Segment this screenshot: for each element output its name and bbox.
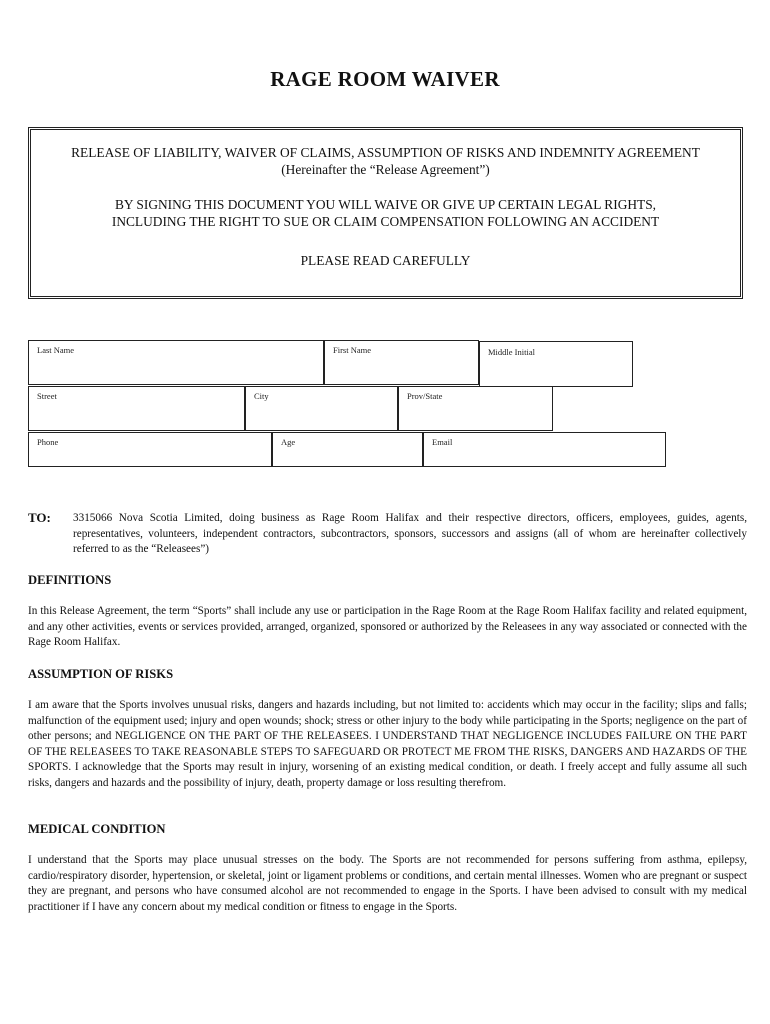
- notice-line-1b: (Hereinafter the “Release Agreement”): [281, 162, 490, 177]
- age-field[interactable]: [272, 432, 423, 467]
- city-field[interactable]: [245, 386, 398, 431]
- notice-box: [28, 127, 743, 299]
- notice-release-heading: [31, 144, 740, 178]
- notice-line-1: RELEASE OF LIABILITY, WAIVER OF CLAIMS, ASSUMPTION OF RISKS AND INDEMNITY AGREEMENT: [71, 145, 700, 160]
- first-name-field[interactable]: [324, 340, 479, 385]
- age-label: Age: [281, 437, 296, 447]
- notice-line-2b: INCLUDING THE RIGHT TO SUE OR CLAIM COMPENSATION FOLLOWING AN ACCIDENT: [111, 214, 660, 229]
- prov-state-field[interactable]: [398, 386, 553, 431]
- email-label: Email: [432, 437, 453, 447]
- middle-initial-field[interactable]: [479, 341, 633, 387]
- assumption-text: I am aware that the Sports involves unusual risks, dangers and hazards including, but not limited to: accidents which may occur in the facility; slips and falls; malfunction of the equipment used; injury and open wounds; shock; stress or other injury to the body while participating in the Sports; negligence on the part of other persons; and NEGLIGENCE ON THE PART OF THE RELEASEES. I UNDERSTAND THAT NEGLIGENCE INCLUDES FAILURE ON THE PART OF THE RELEASEES TO TAKE REASONABLE STEPS TO SAFEGUARD OR PROTECT ME FROM THE RISKS, DANGERS AND HAZARDS OF THE SPORTS. I acknowledge that the Sports may result in injury, worsening of an existing medical condition, or death. I freely accept and fully assume all such risks, dangers and hazards and the possibility of injury, death, property damage or loss resulting therefrom.: [28, 699, 747, 789]
- last-name-field[interactable]: [28, 340, 324, 385]
- phone-label: Phone: [37, 437, 59, 447]
- notice-line-2: BY SIGNING THIS DOCUMENT YOU WILL WAIVE OR GIVE UP CERTAIN LEGAL RIGHTS,: [114, 197, 657, 212]
- phone-field[interactable]: [28, 432, 272, 467]
- definitions-heading: DEFINITIONS: [28, 573, 112, 587]
- to-label: TO:: [28, 510, 51, 525]
- notice-warning: [31, 196, 740, 230]
- middle-initial-label: Middle Initial: [488, 347, 535, 357]
- definitions-text: In this Release Agreement, the term “Sports” shall include any use or participation in the Rage Room at the Rage Room Halifax facility and related equipment, and any other activities, events or services provided, arranged, organized, sponsored or authorized by the Releasees in any way associated or connected with the Rage Room Halifax.: [28, 605, 747, 648]
- prov-state-label: Prov/State: [407, 391, 443, 401]
- street-field[interactable]: [28, 386, 245, 431]
- medical-heading: MEDICAL CONDITION: [28, 822, 166, 836]
- medical-text: I understand that the Sports may place unusual stresses on the body. The Sports are not recommended for persons suffering from asthma, epilepsy, cardio/respiratory disorder, hypertension, or skeletal, joint or ligament problems or conditions, and certain mental illnesses. Women who are pregnant or suspect they are pregnant, and persons who have consumed alcohol are not recommended to engage in the Sports. I have been advised to consult with my medical practitioner if I have any concern about my medical condition or fitness to engage in the Sports.: [28, 854, 747, 913]
- assumption-heading: ASSUMPTION OF RISKS: [28, 667, 174, 681]
- city-label: City: [254, 391, 269, 401]
- document-title: RAGE ROOM WAIVER: [270, 67, 500, 91]
- notice-read-carefully: PLEASE READ CAREFULLY: [300, 253, 471, 268]
- to-text: 3315066 Nova Scotia Limited, doing business as Rage Room Halifax and their respective directors, officers, employees, guides, agents, representatives, volunteers, independent contractors, subcontractors, sponsors, successors and assigns (all of whom are hereinafter collectively referred to as the “Releasees”): [73, 512, 747, 555]
- street-label: Street: [37, 391, 57, 401]
- email-field[interactable]: [423, 432, 666, 467]
- last-name-label: Last Name: [37, 345, 75, 355]
- first-name-label: First Name: [333, 345, 372, 355]
